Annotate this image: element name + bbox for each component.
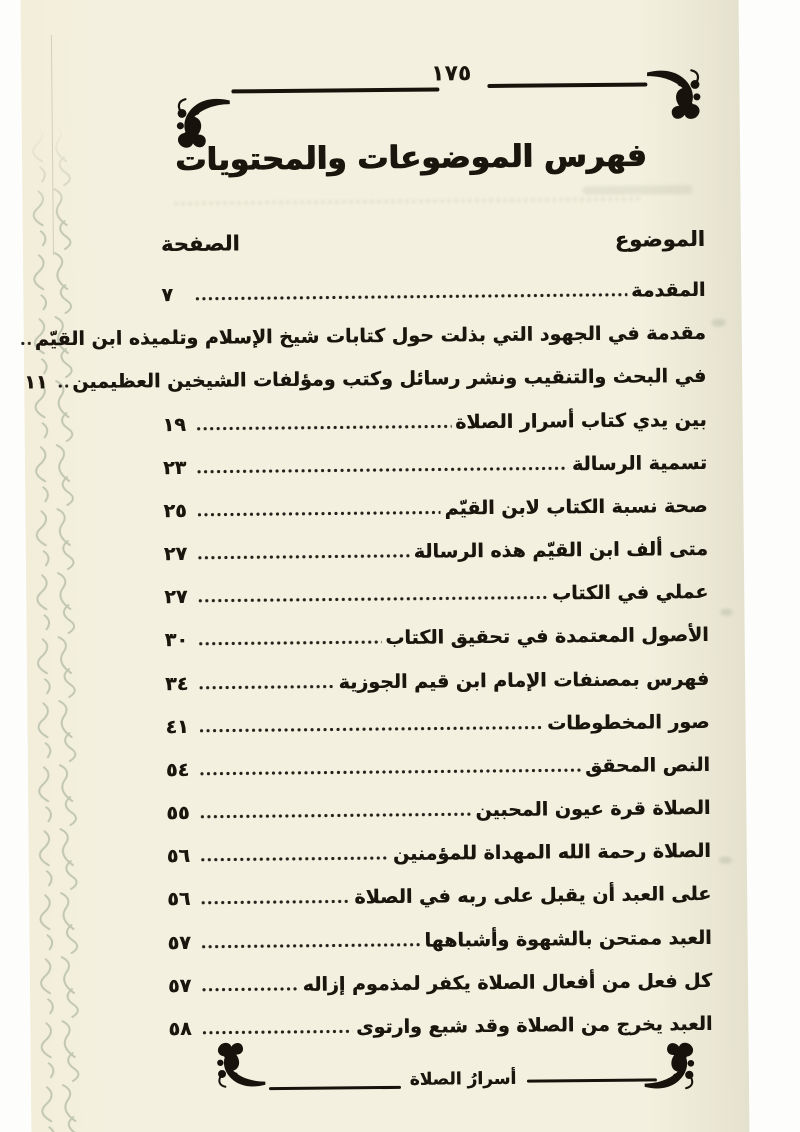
toc-entry-page-number: ٢٥ (163, 499, 187, 522)
dot-leader (202, 942, 421, 948)
toc-entry-page-number: ٣٤ (165, 672, 189, 695)
toc-entry (168, 970, 712, 997)
toc-entry-title: العبد يخرج من الصلاة وقد شبع وارتوى (355, 1012, 713, 1039)
dot-leader (200, 812, 471, 819)
toc-entry (165, 667, 709, 694)
toc-entry-title: النص المحقق (584, 753, 711, 777)
dot-leader (202, 987, 299, 992)
toc-entry (24, 365, 707, 394)
toc-entry (161, 279, 705, 306)
bleed-through-mark (720, 609, 732, 616)
column-header-page: الصفحة (160, 231, 240, 257)
toc-entry-title: الأصول المعتمدة في تحقيق الكتاب (385, 624, 709, 650)
toc-entry (163, 408, 707, 435)
dot-leader (201, 856, 389, 862)
toc-entry-title: على العبد أن يقبل على ربه في الصلاة (354, 883, 712, 909)
toc-entry (164, 538, 708, 565)
toc-entry (34, 322, 706, 351)
dot-leader (197, 424, 452, 430)
toc-entry (166, 754, 710, 781)
toc-entry (165, 624, 709, 651)
book-page (20, 0, 749, 1132)
column-headers (161, 227, 705, 256)
toc-entry (167, 840, 711, 867)
footer-book-title: أسرارُ الصلاة (409, 1068, 517, 1090)
index-title: فهرس الموضوعات والمحتويات (175, 137, 647, 178)
dot-leader (199, 640, 382, 646)
toc-entry (167, 926, 711, 953)
toc-entry-page-number: ١٩ (162, 413, 186, 436)
toc-entry-title: تسمية الرسالة (571, 451, 708, 475)
toc-entry-title: صور المخطوطات (546, 710, 710, 735)
toc-entry-title: العبد ممتحن بالشهوة وأشباهها (424, 926, 712, 952)
binding-arabesque-pattern-icon (30, 123, 86, 1132)
toc-entry (167, 883, 711, 910)
toc-entry-page-number: ١١ (24, 371, 48, 394)
corner-flourish-bottom-right-icon (642, 1033, 701, 1096)
bleed-through-dotted-line (172, 198, 642, 206)
toc-entry-title: عملي في الكتاب (551, 581, 709, 605)
toc-entry-page-number: ٥٨ (168, 1017, 192, 1041)
toc-entry-page-number: ٥٤ (165, 758, 190, 782)
toc-entry-page-number: ٢٣ (162, 456, 187, 479)
toc-entry-page-number: ٤١ (165, 715, 189, 738)
dot-leader (197, 466, 568, 474)
toc-entry (166, 797, 710, 824)
bleed-through-mark (719, 857, 732, 864)
toc-entry-title: الصلاة رحمة الله المهداة للمؤمنين (392, 840, 711, 866)
toc-entry (163, 452, 707, 479)
toc-entry (164, 581, 708, 608)
footer-rule-left (269, 1086, 401, 1090)
toc-entry-page-number: ٥٧ (167, 931, 191, 954)
toc-entry-title: المقدمة (630, 278, 706, 302)
toc-entry-page-number: ٥٧ (167, 974, 192, 997)
dot-leader (195, 293, 627, 301)
dot-leader (198, 596, 548, 603)
toc-entry-page-number: ٥٥ (166, 801, 190, 825)
corner-flourish-top-right-icon (645, 63, 708, 130)
dot-leader (58, 384, 68, 388)
dot-leader (200, 768, 581, 776)
toc-entry (165, 711, 709, 738)
dot-leader (198, 554, 410, 560)
header-rule-left (231, 87, 439, 93)
toc-entry-title: فهرس بمصنفات الإمام ابن قيم الجوزية (338, 667, 710, 693)
toc-entry-title: الصلاة قرة عيون المحبين (475, 796, 711, 822)
toc-entry-page-number: ٢٧ (163, 542, 188, 566)
toc-entry-page-number: ٥٦ (166, 845, 191, 868)
toc-entry-page-number: ٢٧ (164, 586, 188, 609)
bleed-through-mark (712, 319, 726, 327)
toc-entry-title: بين يدي كتاب أسرار الصلاة (455, 408, 707, 433)
bleed-through-smudge (582, 185, 692, 195)
folio-page-number: ١٧٥ (430, 61, 472, 87)
toc-entry-title: مقدمة في الجهود التي بذلت حول كتابات شيخ الإسلام وتلميذه ابن القيّم (34, 322, 706, 351)
toc-entry-page-number (0, 329, 17, 351)
dot-leader (21, 342, 31, 346)
toc-entry-page-number: ٣٠ (164, 629, 189, 652)
toc-entry-title: كل فعل من أفعال الصلاة يكفر لمذموم إزاله (302, 969, 713, 996)
toc-entry-title: في البحث والتنقيب ونشر رسائل وكتب ومؤلفات الشيخين العظيمين (72, 365, 707, 394)
dot-leader (199, 684, 335, 689)
toc-entry-title: متى ألف ابن القيّم هذه الرسالة (413, 537, 708, 563)
toc-entry-page-number: ٥٦ (167, 888, 191, 911)
dot-leader (197, 510, 440, 516)
header-rule-right (487, 82, 647, 88)
corner-flourish-bottom-left-icon (210, 1033, 267, 1094)
toc-entry-page-number: ٧ (161, 284, 174, 307)
toc-entry-title: صحة نسبة الكتاب لابن القيّم (444, 494, 708, 520)
dot-leader (200, 725, 544, 732)
column-header-topic: الموضوع (614, 226, 705, 252)
dot-leader (201, 900, 350, 905)
toc-list (24, 278, 713, 1041)
toc-entry (163, 495, 707, 522)
footer-rule-right (527, 1078, 657, 1082)
